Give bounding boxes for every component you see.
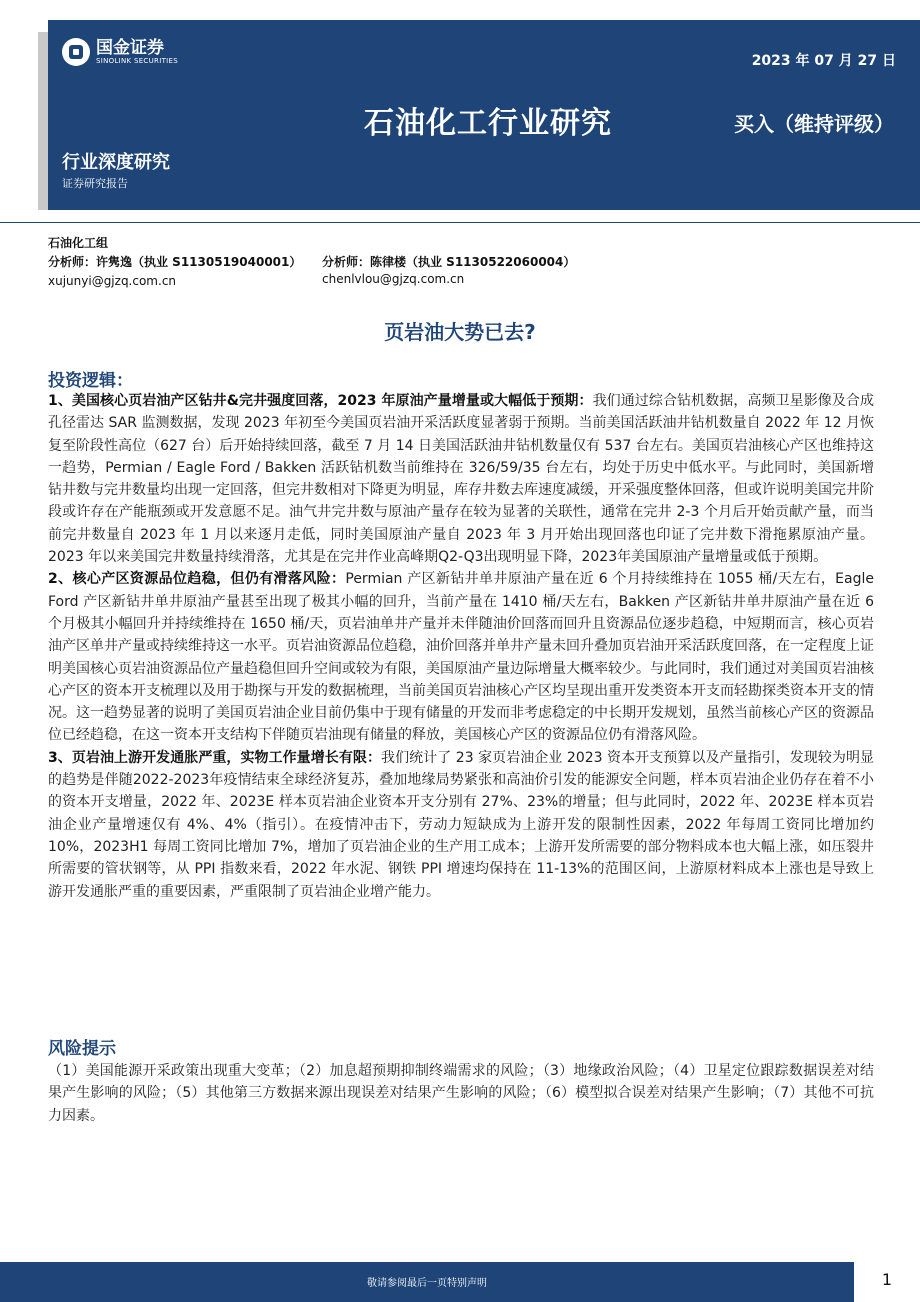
header-divider [0,222,920,223]
risk-body [48,1060,874,1127]
report-subtype: 证券研究报告 [62,177,128,190]
logic-point-2-title: 2、核心产区资源品位趋稳，但仍有滑落风险： [48,571,346,588]
report-type: 行业深度研究 [62,152,170,173]
logic-point-3-text: 我们统计了 23 家页岩油企业 2023 资本开支预算以及产量指引，发现较为明显的趋势是伴随2022-2023年疫情结束全球经济复苏，叠加地缘局势紧张和高油价引发的能源安全问题，样本页岩油企业仍存在着不小的资本开支增量，2022 年、2023E 样本页岩油企业资本开支分别有 27%、23%的增量；但与此同时，2022 年、2023E 样本页岩油企业产量增速仅有 4%、4%（指引）。在疫情冲击下，劳动力短缺成为上游开发的限制性因素，2022 年每周工资同比增加约 10%，2023H1 每周工资同比增加 7%，增加了页岩油企业的生产用工成本；上游开发所需要的部分物料成本也大幅上涨，如压裂井所需要的管状钢等，从 PPI 指数来看，2022 年水泥、钢铁 PPI 增速均保持在 11-13%的范围区间，上游原材料成本上涨也是导致上游开发通胀严重的重要因素，严重限制了页岩油企业增产能力。 [48,749,874,900]
investment-logic-heading: 投资逻辑： [48,371,133,391]
analyst-1-email[interactable]: xujunyi@gjzq.com.cn [48,274,177,288]
industry-title: 石油化工行业研究 [364,106,612,141]
risk-heading: 风险提示 [48,1039,116,1059]
logic-point-1 [48,390,874,568]
header-accent-bar [38,32,48,210]
report-header [48,20,920,210]
analyst-2-email[interactable]: chenlvlou@gjzq.com.cn [322,272,465,286]
analyst-2: 分析师：陈律楼（执业 S1130522060004） [322,255,576,269]
logic-point-1-title: 1、美国核心页岩油产区钻井&完井强度回落，2023 年原油产量增量或大幅低于预期： [48,393,593,409]
disclaimer-note: 敬请参阅最后一页特别声明 [367,1278,487,1289]
analyst-1: 分析师：许隽逸（执业 S1130519040001） [48,255,302,269]
page-footer [0,1262,854,1302]
logic-point-3-title: 3、页岩油上游开发通胀严重，实物工作量增长有限： [48,749,382,766]
logo-icon [62,38,90,66]
page-number: 1 [881,1270,892,1289]
logo-name-en: SINOLINK SECURITIES [96,56,178,65]
risk-text: （1）美国能源开采政策出现重大变革；（2）加息超预期抑制终端需求的风险；（3）地缘政治风险；（4）卫星定位跟踪数据误差对结果产生影响的风险；（5）其他第三方数据来源出现误差对结果产生影响的风险；（6）模型拟合误差对结果产生影响；（7）其他不可抗力因素。 [48,1063,874,1124]
investment-logic-body [48,390,874,903]
report-date: 2023 年 07 月 27 日 [751,53,896,69]
logic-point-1-text: 我们通过综合钻机数据，高频卫星影像及合成孔径雷达 SAR 监测数据，发现 2023 年初至今美国页岩油开采活跃度显著弱于预期。当前美国活跃油井钻机数量自 2022 年 12 月恢复至阶段性高位（627 台）后开始持续回落，截至 7 月 14 日美国活跃油井钻机数量仅有 537 台左右。美国页岩油核心产区也维持这一趋势，Permian / Eagle Ford / Bakken 活跃钻机数当前维持在 326/59/35 台左右，均处于历史中低水平。与此同时，美国新增钻井数与完井数量均出现一定回落，但完井数相对下降更为明显，库存井数去库速度减缓，开采强度整体回落，但或许说明美国完井阶段或许存在产能瓶颈或开发意愿不足。油气井完井数与原油产量存在较为显著的关联性，通常在完井 2-3 个月后开始贡献产量，而当前完井数量自 2023 年 1 月以来逐月走低，同时美国原油产量自 2023 年 3 月开始出现回落也印证了完井数下滑拖累原油产量。2023 年以来美国完井数量持续滑落，尤其是在完井作业高峰期Q2-Q3出现明显下降，2023年美国原油产量增量或低于预期。 [48,393,875,566]
research-group: 石油化工组 [48,236,109,250]
analyst-info [48,234,301,291]
logic-point-2 [48,568,874,746]
document-title: 页岩油大势已去? [384,320,536,344]
rating-label: 买入（维持评级） [734,112,894,136]
logic-point-3 [48,747,874,903]
logo-name-cn: 国金证券 [96,37,164,58]
company-logo [62,38,178,66]
logic-point-2-text: Permian 产区新钻井单井原油产量在近 6 个月持续维持在 1055 桶/天左右，Eagle Ford 产区新钻井单井原油产量甚至出现了极其小幅的回升，当前产量在 1410 桶/天左右，Bakken 产区新钻井单井原油产量在近 6 个月极其小幅回升并持续维持在 1650 桶/天，页岩油单井产量并未伴随油价回落而回升且资源品位逐步趋稳，中短期而言，核心页岩油产区单井产量或持续维持这一水平。页岩油资源品位趋稳，油价回落并单井产量未回升叠加页岩油开采活跃度回落，在一定程度上证明美国核心页岩油资源品位产量趋稳但回升空间或较为有限，美国原油产量边际增量大概率较少。与此同时，我们通过对美国页岩油核心产区的资本开支梳理以及用于勘探与开发的数据梳理，当前美国页岩油核心产区均呈现出重开发类资本开支而轻勘探类资本开支的情况。这一趋势显著的说明了美国页岩油企业目前仍集中于现有储量的开发而非考虑稳定的中长期开发规划，虽然当前核心产区的资源品位已经趋稳，在这一资本开支结构下伴随页岩油现有储量的释放，美国核心产区的资源品位仍有滑落风险。 [48,571,874,744]
